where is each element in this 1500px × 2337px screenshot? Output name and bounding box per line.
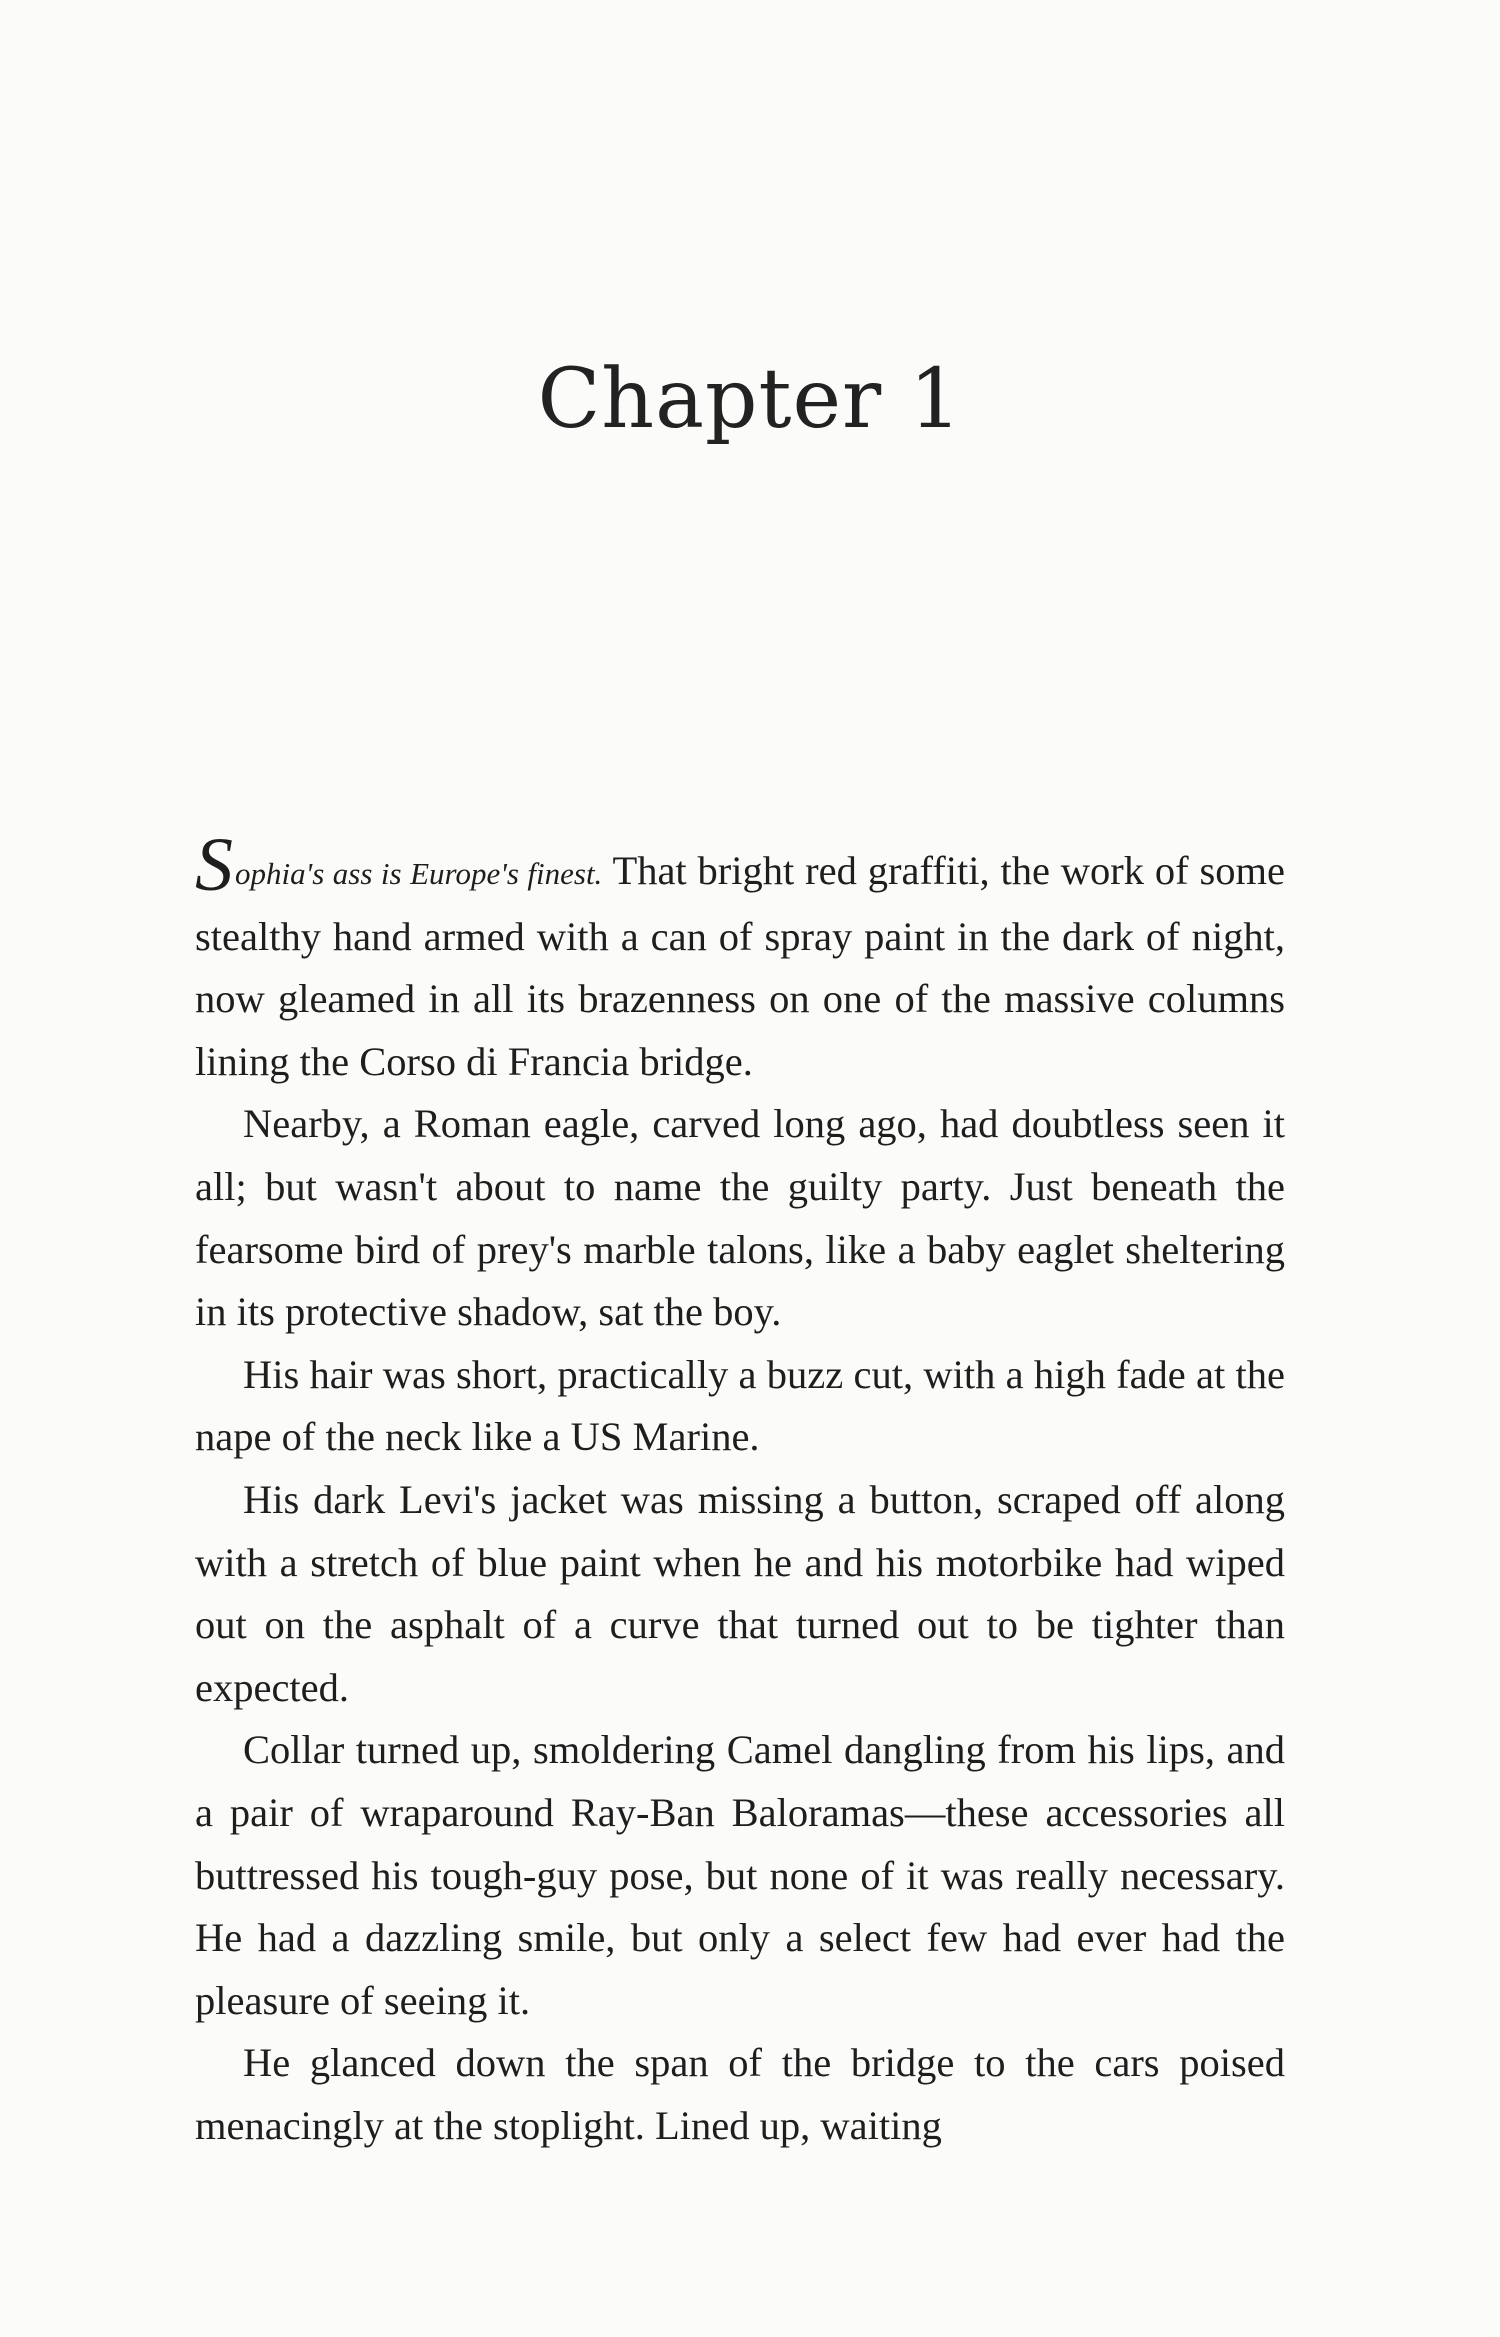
paragraph: He glanced down the span of the bridge to the cars poised menacingly at the stoplight. Lined up, waiting: [195, 2040, 1285, 2148]
opening-paragraph: [195, 823, 1285, 1093]
paragraph: His dark Levi's jacket was missing a button, scraped off along with a stretch of blue paint when he and his motorbike had wiped out on the asphalt of a curve that turned out to be tighter than expected.: [195, 1476, 1285, 1710]
opening-italic-phrase: ophia's ass is Europe's finest.: [235, 856, 603, 891]
paragraph: Nearby, a Roman eagle, carved long ago, had doubtless seen it all; but wasn't about to name the guilty party. Just beneath the fearsome bird of prey's marble talons, like a baby eaglet sheltering in its protective shadow, sat the boy.: [195, 1101, 1285, 1335]
opening-paragraph-text: That bright red graffiti, the work of some stealthy hand armed with a can of spray paint in the dark of night, now gleamed in all its brazenness on one of the massive columns lining the Corso di Francia bridge.: [195, 848, 1285, 1084]
chapter-body: [195, 823, 1285, 2157]
drop-cap: S: [195, 823, 233, 907]
paragraph: Collar turned up, smoldering Camel dangling from his lips, and a pair of wraparound Ray-Ban Baloramas—these accessories all buttressed his tough-guy pose, but none of it was really necessary. He had a dazzling smile, but only a select few had ever had the pleasure of seeing it.: [195, 1727, 1285, 2023]
chapter-title: Chapter 1: [537, 352, 963, 447]
paragraph: His hair was short, practically a buzz cut, with a high fade at the nape of the neck like a US Marine.: [195, 1351, 1285, 1460]
